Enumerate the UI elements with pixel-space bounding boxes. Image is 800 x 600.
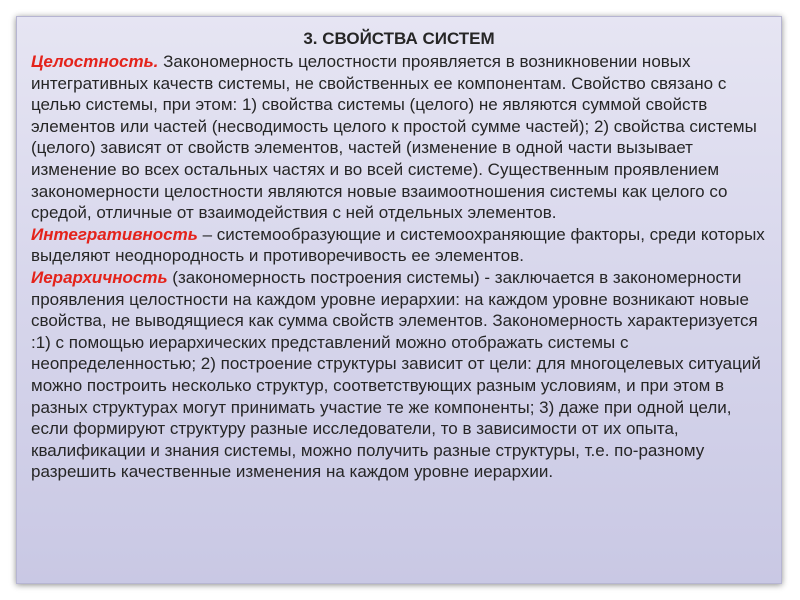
paragraph-integrity-text: Закономерность целостности проявляется в возникновении новых интегративных качеств системы, не свойственных ее компонентам. Свойство связано с целью системы, при этом: 1) свойства системы (целого) не являются суммой свойств элементов или частей (несводимость целого к простой сумме частей); 2) свойства системы (целого) зависят от свойств элементов, частей (изменение в одной части вызывает изменение во всех остальных частях и во всей системе). Существенным проявлением закономерности целостности являются новые взаимоотношения системы как целого со средой, отличные от взаимодействия с ней отдельных элементов. (31, 52, 757, 223)
paragraph-hierarchy-text: (закономерность построения системы) - заключается в закономерности проявления целостности на каждом уровне иерархии: на каждом уровне возникают новые свойства, не выводящиеся как сумма свойств элементов. Закономерность характеризуется :1) с помощью иерархических представлений можно отображать системы с неопределенностью; 2) построение структуры зависит от цели: для многоцелевых ситуаций можно построить несколько структур, соответствующих разным условиям, и при этом в разных структурах могут принимать участие те же компоненты; 3) даже при одной цели, если формируют структуру разные исследователи, то в зависимости от их опыта, квалификации и знания системы, можно получить разные структуры, т.е. по-разному разрешить качественные изменения на каждом уровне иерархии. (31, 267, 761, 482)
term-hierarchy: Иерархичность (31, 267, 168, 287)
term-integrativity: Интегративность (31, 224, 198, 244)
paragraph-hierarchy (31, 267, 767, 483)
content-panel (16, 16, 782, 584)
paragraph-integrativity-text: – системообразующие и системоохраняющие факторы, среди которых выделяют неоднородность и противоречивость ее элементов. (31, 224, 765, 266)
paragraph-integrativity (31, 224, 767, 267)
slide-title: 3. СВОЙСТВА СИСТЕМ (303, 29, 495, 48)
term-integrity: Целостность. (31, 52, 159, 71)
paragraph-integrity (31, 51, 767, 224)
slide-body (31, 51, 767, 483)
